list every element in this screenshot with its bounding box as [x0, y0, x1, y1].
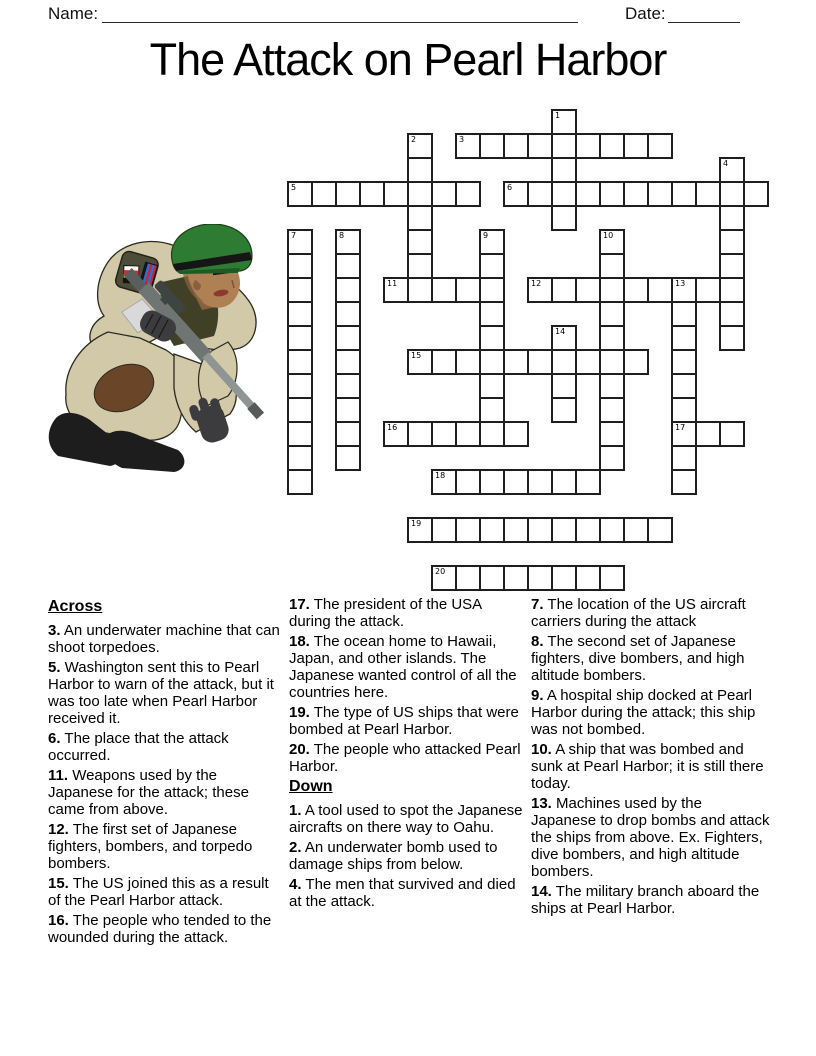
grid-cell[interactable] — [599, 565, 625, 591]
clue-number-label: 6. — [48, 730, 61, 747]
grid-cell[interactable] — [671, 469, 697, 495]
grid-cell[interactable] — [575, 349, 601, 375]
grid-cell[interactable] — [599, 421, 625, 447]
clue-number-label: 3. — [48, 622, 61, 639]
grid-cell[interactable] — [671, 445, 697, 471]
grid-cell[interactable] — [575, 469, 601, 495]
grid-cell[interactable] — [479, 277, 505, 303]
grid-cell[interactable] — [287, 397, 313, 423]
grid-cell[interactable] — [599, 301, 625, 327]
clue-number-label: 20. — [289, 741, 310, 758]
clues-across-header: Across — [48, 598, 103, 615]
clues-column-2 — [289, 596, 527, 949]
grid-cell[interactable] — [527, 469, 553, 495]
grid-cell[interactable] — [287, 445, 313, 471]
grid-cell[interactable] — [551, 181, 577, 207]
grid-cell[interactable] — [551, 325, 577, 351]
grid-cell[interactable] — [407, 157, 433, 183]
grid-cell[interactable] — [335, 229, 361, 255]
worksheet-title: The Attack on Pearl Harbor — [149, 34, 667, 85]
grid-cell[interactable] — [575, 277, 601, 303]
grid-cell-number: 8 — [339, 231, 345, 240]
clues-column-1 — [48, 596, 285, 949]
clue-item: 10. A ship that was bombed and sunk at Pearl Harbor; it is still there today. — [531, 741, 764, 792]
grid-cell[interactable] — [407, 349, 433, 375]
grid-cell[interactable] — [287, 301, 313, 327]
grid-cell[interactable] — [479, 421, 505, 447]
grid-cell[interactable] — [287, 373, 313, 399]
grid-cell[interactable] — [623, 517, 649, 543]
grid-cell[interactable] — [287, 277, 313, 303]
grid-cell-number: 6 — [507, 183, 513, 192]
clues-down-header: Down — [289, 778, 333, 795]
grid-cell[interactable] — [407, 181, 433, 207]
grid-cell[interactable] — [527, 181, 553, 207]
grid-cell[interactable] — [575, 565, 601, 591]
grid-cell[interactable] — [647, 277, 673, 303]
grid-cell[interactable] — [503, 133, 529, 159]
grid-cell[interactable] — [431, 469, 457, 495]
grid-cell-number: 4 — [723, 159, 729, 168]
grid-cell-number: 20 — [435, 567, 446, 576]
grid-cell[interactable] — [599, 517, 625, 543]
grid-cell[interactable] — [503, 565, 529, 591]
clue-number-label: 19. — [289, 704, 310, 721]
grid-cell[interactable] — [599, 349, 625, 375]
grid-cell[interactable] — [455, 133, 481, 159]
grid-cell[interactable] — [287, 421, 313, 447]
grid-cell[interactable] — [287, 229, 313, 255]
grid-cell[interactable] — [575, 517, 601, 543]
clue-number-label: 12. — [48, 821, 69, 838]
clues-column-3 — [531, 596, 770, 949]
grid-cell[interactable] — [623, 349, 649, 375]
clue-item: 18. The ocean home to Hawaii, Japan, and other islands. The Japanese wanted control of all the countries here. — [289, 633, 517, 701]
grid-cell[interactable] — [695, 421, 721, 447]
grid-cell-number: 19 — [411, 519, 422, 528]
grid-cell[interactable] — [623, 181, 649, 207]
grid-cell[interactable] — [527, 133, 553, 159]
crossword-grid — [287, 109, 770, 592]
grid-cell[interactable] — [407, 205, 433, 231]
name-input-line[interactable] — [102, 6, 578, 23]
grid-cell[interactable] — [719, 325, 745, 351]
grid-cell[interactable] — [719, 277, 745, 303]
grid-cell[interactable] — [503, 349, 529, 375]
grid-cell[interactable] — [383, 181, 409, 207]
grid-cell[interactable] — [719, 253, 745, 279]
clue-number-label: 13. — [531, 795, 552, 812]
grid-cell[interactable] — [527, 349, 553, 375]
grid-cell[interactable] — [719, 301, 745, 327]
grid-cell[interactable] — [647, 517, 673, 543]
clue-number-label: 11. — [48, 767, 69, 784]
grid-cell[interactable] — [599, 397, 625, 423]
grid-cell[interactable] — [551, 133, 577, 159]
grid-cell[interactable] — [335, 445, 361, 471]
grid-cell[interactable] — [623, 133, 649, 159]
grid-cell-number: 11 — [387, 279, 398, 288]
clue-item: 2. An underwater bomb used to damage ships from below. — [289, 839, 498, 873]
grid-cell-number: 14 — [555, 327, 566, 336]
grid-cell[interactable] — [599, 181, 625, 207]
grid-cell[interactable] — [575, 181, 601, 207]
grid-cell[interactable] — [719, 181, 745, 207]
grid-cell[interactable] — [671, 373, 697, 399]
grid-cell[interactable] — [719, 157, 745, 183]
grid-cell[interactable] — [431, 181, 457, 207]
grid-cell[interactable] — [431, 349, 457, 375]
grid-cell[interactable] — [287, 325, 313, 351]
name-label: Name: — [48, 4, 99, 23]
clue-number-label: 9. — [531, 687, 544, 704]
grid-cell[interactable] — [431, 517, 457, 543]
grid-cell[interactable] — [719, 421, 745, 447]
grid-cell[interactable] — [599, 229, 625, 255]
grid-cell[interactable] — [335, 301, 361, 327]
clue-item: 13. Machines used by the Japanese to drop bombs and attack the ships from above. Ex. Fighters, dive bombers, and high altitude bombers. — [531, 795, 770, 880]
clue-item: 7. The location of the US aircraft carriers during the attack — [531, 596, 746, 630]
grid-cell[interactable] — [551, 469, 577, 495]
grid-cell[interactable] — [599, 133, 625, 159]
grid-cell[interactable] — [479, 229, 505, 255]
grid-cell[interactable] — [335, 421, 361, 447]
grid-cell[interactable] — [551, 373, 577, 399]
grid-cell[interactable] — [359, 181, 385, 207]
grid-cell[interactable] — [479, 325, 505, 351]
clue-item: 4. The men that survived and died at the attack. — [289, 876, 516, 910]
grid-cell[interactable] — [335, 253, 361, 279]
grid-cell[interactable] — [599, 277, 625, 303]
grid-cell[interactable] — [671, 397, 697, 423]
clue-number-label: 15. — [48, 875, 69, 892]
clue-number-label: 8. — [531, 633, 544, 650]
clue-item: 20. The people who attacked Pearl Harbor. — [289, 741, 521, 775]
clue-item: 15. The US joined this as a result of the Pearl Harbor attack. — [48, 875, 269, 909]
grid-cell[interactable] — [335, 181, 361, 207]
grid-cell[interactable] — [287, 181, 313, 207]
clue-number-label: 17. — [289, 596, 310, 613]
grid-cell[interactable] — [455, 469, 481, 495]
date-label: Date: — [625, 4, 666, 23]
clue-number-label: 10. — [531, 741, 552, 758]
grid-cell[interactable] — [479, 373, 505, 399]
grid-cell-number: 17 — [675, 423, 686, 432]
grid-cell[interactable] — [407, 253, 433, 279]
grid-cell[interactable] — [479, 133, 505, 159]
grid-cell[interactable] — [479, 469, 505, 495]
grid-cell[interactable] — [407, 421, 433, 447]
clue-number-label: 18. — [289, 633, 310, 650]
grid-cell[interactable] — [431, 565, 457, 591]
grid-cell[interactable] — [455, 349, 481, 375]
grid-cell[interactable] — [383, 277, 409, 303]
grid-cell[interactable] — [287, 253, 313, 279]
grid-cell-number: 18 — [435, 471, 446, 480]
grid-cell[interactable] — [311, 181, 337, 207]
grid-cell[interactable] — [671, 181, 697, 207]
clue-item: 8. The second set of Japanese fighters, dive bombers, and high altitude bombers. — [531, 633, 745, 684]
grid-cell[interactable] — [479, 349, 505, 375]
clue-number-label: 4. — [289, 876, 302, 893]
grid-cell[interactable] — [575, 133, 601, 159]
clue-item: 6. The place that the attack occurred. — [48, 730, 229, 764]
clue-item: 14. The military branch aboard the ships at Pearl Harbor. — [531, 883, 760, 917]
grid-cell[interactable] — [551, 157, 577, 183]
grid-cell[interactable] — [503, 181, 529, 207]
grid-cell[interactable] — [503, 421, 529, 447]
grid-cell[interactable] — [671, 349, 697, 375]
clue-number-label: 5. — [48, 659, 61, 676]
grid-cell[interactable] — [719, 205, 745, 231]
grid-cell[interactable] — [479, 301, 505, 327]
grid-cell[interactable] — [623, 277, 649, 303]
grid-cell[interactable] — [287, 349, 313, 375]
grid-cell[interactable] — [671, 325, 697, 351]
grid-cell[interactable] — [335, 277, 361, 303]
grid-cell-number: 5 — [291, 183, 297, 192]
grid-cell[interactable] — [407, 229, 433, 255]
grid-cell[interactable] — [455, 181, 481, 207]
grid-cell[interactable] — [431, 421, 457, 447]
grid-cell[interactable] — [599, 373, 625, 399]
date-input-line[interactable] — [668, 6, 740, 23]
grid-cell[interactable] — [335, 373, 361, 399]
clue-item: 16. The people who tended to the wounded during the attack. — [48, 912, 272, 946]
grid-cell[interactable] — [695, 277, 721, 303]
grid-cell[interactable] — [671, 277, 697, 303]
clue-item: 12. The first set of Japanese fighters, bombers, and torpedo bombers. — [48, 821, 253, 872]
grid-cell[interactable] — [671, 421, 697, 447]
grid-cell-number: 16 — [387, 423, 398, 432]
clue-number-label: 2. — [289, 839, 302, 856]
grid-cell[interactable] — [335, 349, 361, 375]
grid-cell[interactable] — [671, 301, 697, 327]
grid-cell[interactable] — [695, 181, 721, 207]
grid-cell[interactable] — [479, 253, 505, 279]
clue-item: 11. Weapons used by the Japanese for the attack; these came from above. — [48, 767, 249, 818]
grid-cell-number: 2 — [411, 135, 417, 144]
grid-cell[interactable] — [455, 277, 481, 303]
grid-cell[interactable] — [407, 517, 433, 543]
grid-cell[interactable] — [599, 445, 625, 471]
grid-cell-number: 12 — [531, 279, 542, 288]
grid-cell[interactable] — [743, 181, 769, 207]
grid-cell[interactable] — [503, 469, 529, 495]
grid-cell[interactable] — [527, 517, 553, 543]
grid-cell[interactable] — [551, 565, 577, 591]
grid-cell-number: 13 — [675, 279, 686, 288]
grid-cell[interactable] — [647, 181, 673, 207]
grid-cell-number: 10 — [603, 231, 614, 240]
clue-number-label: 7. — [531, 596, 544, 613]
grid-cell-number: 7 — [291, 231, 297, 240]
grid-cell-number: 15 — [411, 351, 422, 360]
grid-cell[interactable] — [455, 421, 481, 447]
clue-number-label: 16. — [48, 912, 69, 929]
grid-cell[interactable] — [551, 277, 577, 303]
grid-cell[interactable] — [551, 205, 577, 231]
grid-cell[interactable] — [431, 277, 457, 303]
grid-cell[interactable] — [527, 277, 553, 303]
grid-cell[interactable] — [551, 397, 577, 423]
grid-cell[interactable] — [335, 325, 361, 351]
grid-cell[interactable] — [719, 229, 745, 255]
grid-cell[interactable] — [551, 349, 577, 375]
grid-cell[interactable] — [647, 133, 673, 159]
grid-cell[interactable] — [599, 325, 625, 351]
grid-cell[interactable] — [503, 517, 529, 543]
soldier-illustration — [44, 224, 284, 476]
clue-item: 5. Washington sent this to Pearl Harbor to warn of the attack, but it was too late when Pearl Harbor received it. — [48, 659, 274, 727]
grid-cell[interactable] — [551, 109, 577, 135]
grid-cell-number: 3 — [459, 135, 465, 144]
clue-number-label: 1. — [289, 802, 302, 819]
grid-cell[interactable] — [407, 133, 433, 159]
clue-item: 9. A hospital ship docked at Pearl Harbor during the attack; this ship was not bombed. — [531, 687, 756, 738]
grid-cell[interactable] — [287, 469, 313, 495]
grid-cell-number: 9 — [483, 231, 489, 240]
clue-item: 3. An underwater machine that can shoot torpedoes. — [48, 622, 280, 656]
clue-item: 19. The type of US ships that were bombed at Pearl Harbor. — [289, 704, 519, 738]
grid-cell[interactable] — [455, 565, 481, 591]
grid-cell[interactable] — [599, 253, 625, 279]
grid-cell[interactable] — [383, 421, 409, 447]
grid-cell[interactable] — [407, 277, 433, 303]
grid-cell[interactable] — [551, 517, 577, 543]
grid-cell[interactable] — [335, 397, 361, 423]
clue-number-label: 14. — [531, 883, 552, 900]
grid-cell-number: 1 — [555, 111, 561, 120]
clues-section — [48, 596, 770, 949]
clue-item: 17. The president of the USA during the attack. — [289, 596, 482, 630]
grid-cell[interactable] — [527, 565, 553, 591]
grid-cell[interactable] — [479, 565, 505, 591]
grid-cell[interactable] — [479, 397, 505, 423]
clue-item: 1. A tool used to spot the Japanese aircrafts on there way to Oahu. — [289, 802, 523, 836]
grid-cell[interactable] — [479, 517, 505, 543]
grid-cell[interactable] — [455, 517, 481, 543]
